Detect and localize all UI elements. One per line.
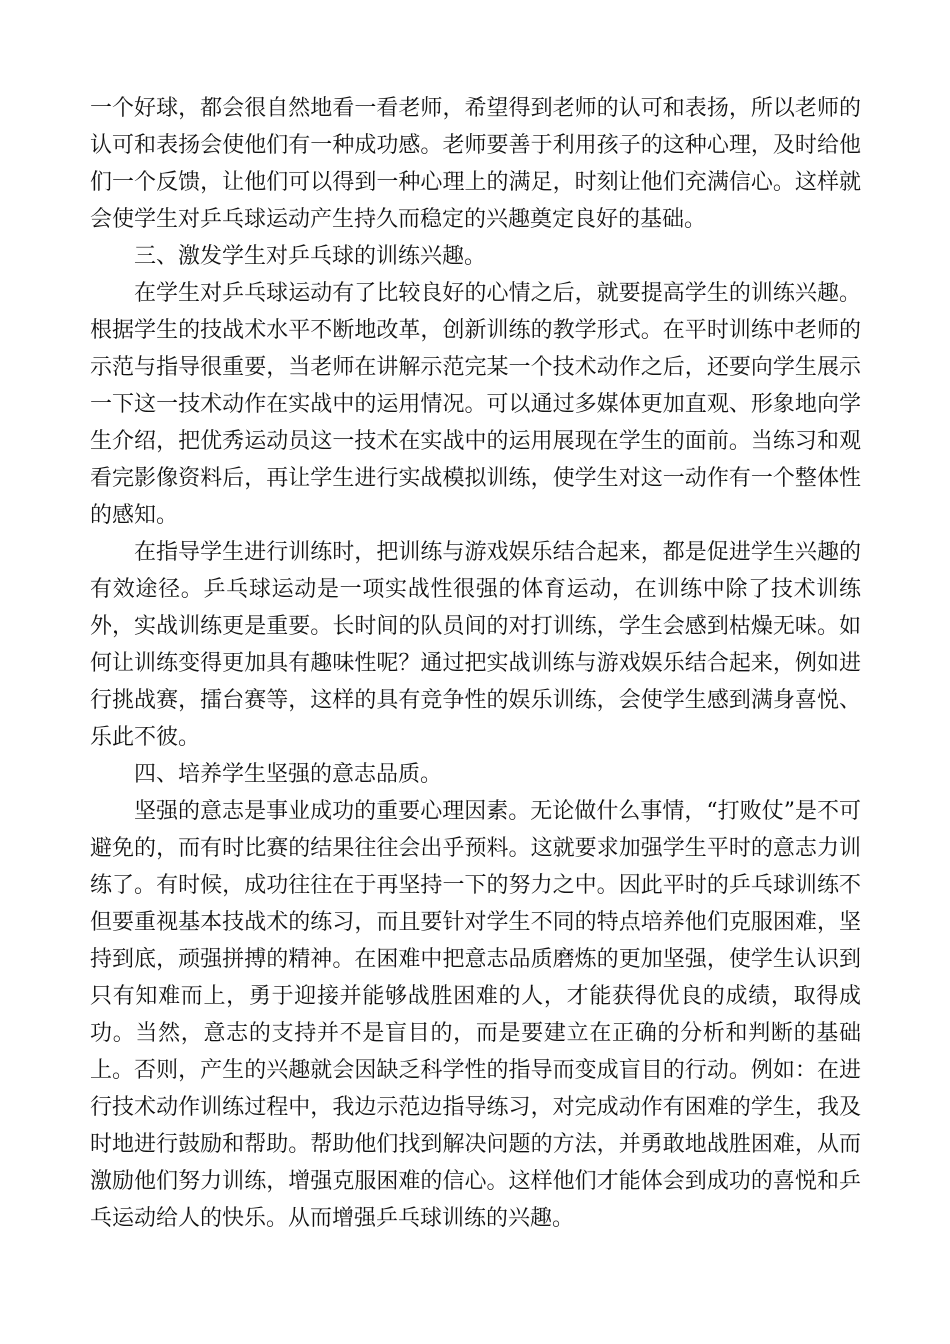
paragraph: 在指导学生进行训练时，把训练与游戏娱乐结合起来，都是促进学生兴趣的有效途径。乒乓球运动是一项实战性很强的体育运动，在训练中除了技术训练外，实战训练更是重要。长时间的队员间的对打训练，学生会感到枯燥无味。如何让训练变得更加具有趣味性呢？通过把实战训练与游戏娱乐结合起来，例如进行挑战赛，擂台赛等，这样的具有竞争性的娱乐训练，会使学生感到满身喜悦、乐此不彼。	[90, 540, 861, 750]
paragraph: 在学生对乒乓球运动有了比较良好的心情之后，就要提高学生的训练兴趣。根据学生的技战术水平不断地改革，创新训练的教学形式。在平时训练中老师的示范与指导很重要，当老师在讲解示范完某一个技术动作之后，还要向学生展示一下这一技术动作在实战中的运用情况。可以通过多媒体更加直观、形象地向学生介绍，把优秀运动员这一技术在实战中的运用展现在学生的面前。当练习和观看完影像资料后，再让学生进行实战模拟训练，使学生对这一动作有一个整体性的感知。	[90, 281, 861, 528]
paragraph-continuation: 一个好球，都会很自然地看一看老师，希望得到老师的认可和表扬，所以老师的认可和表扬会使他们有一种成功感。老师要善于利用孩子的这种心理，及时给他们一个反馈，让他们可以得到一种心理上的满足，时刻让他们充满信心。这样就会使学生对乒乓球运动产生持久而稳定的兴趣奠定良好的基础。	[90, 96, 861, 232]
section-heading-3: 三、激发学生对乒乓球的训练兴趣。	[134, 244, 487, 269]
section-heading-4: 四、培养学生坚强的意志品质。	[134, 762, 443, 787]
document-body	[90, 90, 861, 1237]
paragraph: 坚强的意志是事业成功的重要心理因素。无论做什么事情，“打败仗”是不可避免的，而有时比赛的结果往往会出乎预料。这就要求加强学生平时的意志力训练了。有时候，成功往往在于再坚持一下的努力之中。因此平时的乒乓球训练不但要重视基本技战术的练习，而且要针对学生不同的特点培养他们克服困难，坚持到底，顽强拼搏的精神。在困难中把意志品质磨炼的更加坚强，使学生认识到只有知难而上，勇于迎接并能够战胜困难的人，才能获得优良的成绩，取得成功。当然，意志的支持并不是盲目的，而是要建立在正确的分析和判断的基础上。否则，产生的兴趣就会因缺乏科学性的指导而变成盲目的行动。例如：在进行技术动作训练过程中，我边示范边指导练习，对完成动作有困难的学生，我及时地进行鼓励和帮助。帮助他们找到解决问题的方法，并勇敢地战胜困难，从而激励他们努力训练，增强克服困难的信心。这样他们才能体会到成功的喜悦和乒乓运动给人的快乐。从而增强乒乓球训练的兴趣。	[90, 799, 861, 1231]
